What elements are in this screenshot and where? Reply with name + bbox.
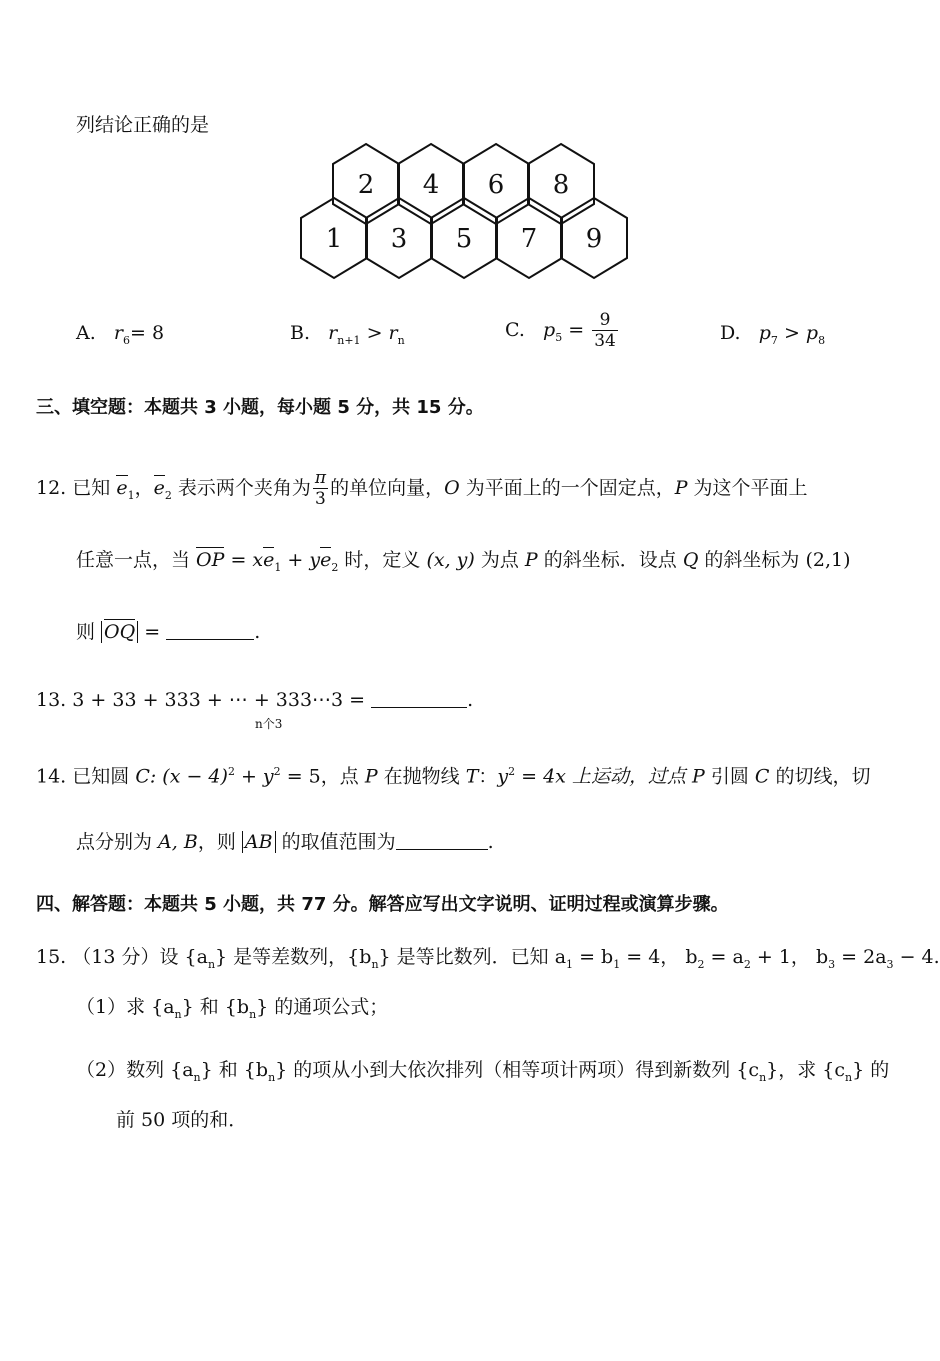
q13-line: 13. 3 + 33 + 333 + ⋯ + 333⋯3 = . bbox=[36, 689, 474, 711]
q15-part2: （2）数列 $\{a_n\}$ 和 $\{b_n\}$ 的项从小到大依次排列（相等项计两项）得到新数列 $\{c_n\}$，求 $\{c_n\}$ 的 bbox=[76, 1059, 890, 1084]
hex-label: 4 bbox=[422, 170, 440, 200]
option-a: A. $r_6= 8$ bbox=[76, 322, 165, 347]
option-d: D. $p_7 > p_8$ bbox=[720, 322, 826, 347]
q15-part3: 前 50 项的和． bbox=[116, 1109, 248, 1131]
option-c: C. $p_5$ = $\frac{9}{34}$ bbox=[505, 310, 616, 351]
section4-heading: 四、解答题：本题共 5 小题，共 77 分。解答应写出文字说明、证明过程或演算步骤。 bbox=[36, 894, 729, 915]
q14-line1: 14. 已知圆 C: $(x - 4)^2 + y^2 = 5$，点 P 在抛物线 T：$y^2 = 4x$ 上运动，过点 P 引圆 C 的切线，切 bbox=[36, 765, 871, 788]
option-b: B. $r_{n+1} > r_n$ bbox=[290, 322, 405, 347]
section3-heading: 三、填空题：本题共 3 小题，每小题 5 分，共 15 分。 bbox=[36, 397, 484, 418]
q15-part1: （1）求 $\{a_n\}$ 和 $\{b_n\}$ 的通项公式； bbox=[76, 996, 389, 1021]
hex-label: 2 bbox=[357, 170, 375, 200]
q12-line3: 则 OQ = . bbox=[76, 621, 261, 643]
q12-line1: 12. 已知 $e_1$，$e_2$ 表示两个夹角为 $\frac{\pi}{3}$ 的单位向量，O 为平面上的一个固定点，P 为这个平面上 bbox=[36, 468, 808, 509]
hex-label: 3 bbox=[390, 224, 408, 254]
hex-label: 1 bbox=[325, 224, 343, 254]
answer-blank[interactable] bbox=[371, 689, 467, 708]
honeycomb-figure bbox=[0, 140, 900, 440]
answer-blank[interactable] bbox=[166, 621, 254, 640]
hex-label: 6 bbox=[487, 170, 505, 200]
answer-blank[interactable] bbox=[396, 831, 488, 850]
intro-line: 列结论正确的是 bbox=[76, 114, 210, 136]
hex-label: 8 bbox=[552, 170, 570, 200]
q15-line1: 15. （13 分）设 $\{a_n\}$ 是等差数列，$\{b_n\}$ 是等比数列．已知 $a_1 = b_1 = 4$， $b_2 = a_2 + 1$， $b_3 = 2a_3 - 4$. bbox=[36, 946, 940, 971]
q12-line2: 任意一点，当 OP = $xe_1 + ye_2$ 时，定义 (x, y) 为点 P 的斜坐标．设点 Q 的斜坐标为 (2,1) bbox=[76, 549, 851, 574]
hex-label: 7 bbox=[520, 224, 538, 254]
hex-label: 9 bbox=[585, 224, 603, 254]
q13-brace-label: n个3 bbox=[255, 717, 283, 731]
q14-line2: 点分别为 A, B，则 AB 的取值范围为 . bbox=[76, 831, 494, 853]
hex-label: 5 bbox=[455, 224, 473, 254]
